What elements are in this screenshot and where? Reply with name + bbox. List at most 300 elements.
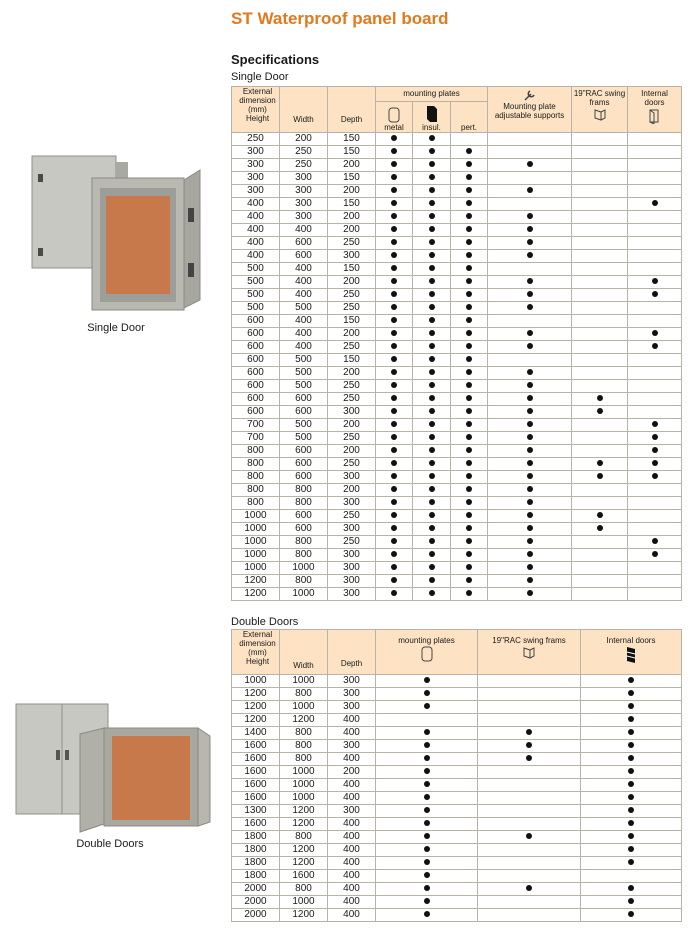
rac-swing-frames-cell <box>478 714 581 727</box>
adjustable-supports-cell <box>488 198 572 211</box>
internal-doors-cell <box>581 753 682 766</box>
availability-dot <box>391 174 397 180</box>
adjustable-supports-cell <box>488 133 572 146</box>
availability-dot <box>466 525 472 531</box>
availability-dot <box>391 499 397 505</box>
height-cell: 400 <box>232 198 280 211</box>
availability-dot <box>429 590 435 596</box>
availability-dot <box>429 291 435 297</box>
rac-swing-frames-cell <box>572 250 628 263</box>
internal-doors-cell <box>581 740 682 753</box>
rac-swing-frames-cell <box>478 883 581 896</box>
pert-cell <box>451 133 488 146</box>
height-cell: 400 <box>232 237 280 250</box>
availability-dot <box>429 265 435 271</box>
availability-dot <box>391 161 397 167</box>
availability-dot <box>391 265 397 271</box>
table-row <box>232 883 682 896</box>
availability-dot <box>429 551 435 557</box>
metal-cell <box>376 510 413 523</box>
internal-doors-cell <box>628 536 682 549</box>
metal-cell <box>376 250 413 263</box>
metal-cell <box>376 458 413 471</box>
availability-dot <box>429 317 435 323</box>
internal-doors-cell <box>581 870 682 883</box>
availability-dot <box>391 330 397 336</box>
availability-dot <box>597 473 603 479</box>
height-cell: 600 <box>232 393 280 406</box>
availability-dot <box>391 317 397 323</box>
internal-doors-cell <box>628 289 682 302</box>
insul-cell <box>413 133 451 146</box>
table-row <box>232 896 682 909</box>
availability-dot <box>628 742 634 748</box>
height-cell: 1000 <box>232 675 280 688</box>
adjustable-supports-cell <box>488 224 572 237</box>
availability-dot <box>429 304 435 310</box>
table-row <box>232 870 682 883</box>
table-row <box>232 831 682 844</box>
metal-cell <box>376 432 413 445</box>
internal-door-icon <box>626 646 636 664</box>
availability-dot <box>429 421 435 427</box>
availability-dot <box>527 382 533 388</box>
mounting-plates-cell <box>376 675 478 688</box>
width-cell: 500 <box>280 302 328 315</box>
pert-cell <box>451 406 488 419</box>
availability-dot <box>466 330 472 336</box>
metal-cell <box>376 341 413 354</box>
internal-doors-cell <box>628 263 682 276</box>
internal-doors-cell <box>628 224 682 237</box>
width-cell: 800 <box>280 575 328 588</box>
width-cell: 600 <box>280 406 328 419</box>
width-cell: 1000 <box>280 779 328 792</box>
availability-dot <box>429 564 435 570</box>
adjustable-supports-cell <box>488 302 572 315</box>
width-cell: 800 <box>280 727 328 740</box>
height-cell: 600 <box>232 341 280 354</box>
availability-dot <box>628 729 634 735</box>
adjustable-supports-cell <box>488 328 572 341</box>
availability-dot <box>527 512 533 518</box>
availability-dot <box>466 434 472 440</box>
table-row <box>232 211 682 224</box>
depth-cell: 400 <box>328 883 376 896</box>
dd-header-internal-doors: Internal doors <box>581 630 682 675</box>
width-cell: 300 <box>280 211 328 224</box>
depth-cell: 400 <box>328 844 376 857</box>
width-cell: 400 <box>280 328 328 341</box>
availability-dot <box>391 239 397 245</box>
availability-dot <box>628 846 634 852</box>
availability-dot <box>652 330 658 336</box>
width-cell: 400 <box>280 341 328 354</box>
availability-dot <box>527 447 533 453</box>
rac-swing-frames-cell <box>478 857 581 870</box>
depth-cell: 200 <box>328 419 376 432</box>
mounting-plates-cell <box>376 896 478 909</box>
table-row <box>232 172 682 185</box>
availability-dot <box>424 742 430 748</box>
internal-doors-cell <box>628 341 682 354</box>
width-cell: 600 <box>280 458 328 471</box>
availability-dot <box>628 820 634 826</box>
availability-dot <box>429 486 435 492</box>
rac-swing-frames-cell <box>572 328 628 341</box>
adjustable-supports-cell <box>488 471 572 484</box>
availability-dot <box>429 473 435 479</box>
insul-cell <box>413 185 451 198</box>
availability-dot <box>527 538 533 544</box>
internal-doors-cell <box>581 766 682 779</box>
width-cell: 800 <box>280 753 328 766</box>
header-mounting-plates: mounting plates <box>376 87 488 102</box>
height-cell: 1600 <box>232 740 280 753</box>
adjustable-supports-cell <box>488 315 572 328</box>
internal-doors-cell <box>628 367 682 380</box>
table-row <box>232 766 682 779</box>
depth-cell: 300 <box>328 549 376 562</box>
height-cell: 800 <box>232 458 280 471</box>
table-row <box>232 471 682 484</box>
adjustable-supports-cell <box>488 445 572 458</box>
depth-cell: 150 <box>328 263 376 276</box>
internal-doors-cell <box>628 562 682 575</box>
width-cell: 800 <box>280 740 328 753</box>
availability-dot <box>527 577 533 583</box>
metal-cell <box>376 536 413 549</box>
depth-cell: 200 <box>328 367 376 380</box>
availability-dot <box>628 768 634 774</box>
availability-dot <box>628 859 634 865</box>
insul-cell <box>413 237 451 250</box>
availability-dot <box>429 538 435 544</box>
insul-cell <box>413 471 451 484</box>
availability-dot <box>527 213 533 219</box>
table-row <box>232 198 682 211</box>
availability-dot <box>391 486 397 492</box>
availability-dot <box>628 898 634 904</box>
table-row <box>232 523 682 536</box>
depth-cell: 400 <box>328 779 376 792</box>
depth-cell: 200 <box>328 159 376 172</box>
internal-doors-cell <box>581 831 682 844</box>
height-cell: 600 <box>232 380 280 393</box>
height-cell: 1600 <box>232 753 280 766</box>
insul-cell <box>413 458 451 471</box>
internal-doors-cell <box>628 185 682 198</box>
availability-dot <box>391 187 397 193</box>
height-cell: 1000 <box>232 562 280 575</box>
width-cell: 1200 <box>280 857 328 870</box>
depth-cell: 300 <box>328 701 376 714</box>
availability-dot <box>466 590 472 596</box>
depth-cell: 400 <box>328 753 376 766</box>
internal-doors-cell <box>628 458 682 471</box>
availability-dot <box>527 291 533 297</box>
table-row <box>232 701 682 714</box>
depth-cell: 250 <box>328 237 376 250</box>
pert-cell <box>451 588 488 601</box>
internal-doors-cell <box>628 237 682 250</box>
height-cell: 300 <box>232 146 280 159</box>
depth-cell: 400 <box>328 727 376 740</box>
mounting-plates-cell <box>376 727 478 740</box>
header-insul: insul. <box>413 102 451 133</box>
rac-swing-frames-cell <box>572 172 628 185</box>
depth-cell: 400 <box>328 792 376 805</box>
insul-cell <box>413 250 451 263</box>
table-row <box>232 818 682 831</box>
internal-doors-cell <box>628 497 682 510</box>
width-cell: 250 <box>280 146 328 159</box>
table-row <box>232 753 682 766</box>
depth-cell: 300 <box>328 471 376 484</box>
metal-cell <box>376 289 413 302</box>
height-cell: 500 <box>232 302 280 315</box>
internal-doors-cell <box>628 393 682 406</box>
depth-cell: 250 <box>328 458 376 471</box>
single-door-spec-table <box>231 86 682 601</box>
depth-cell: 300 <box>328 575 376 588</box>
double-door-spec-table <box>231 629 682 922</box>
availability-dot <box>391 356 397 362</box>
availability-dot <box>424 872 430 878</box>
availability-dot <box>652 278 658 284</box>
availability-dot <box>527 434 533 440</box>
rac-swing-frames-cell <box>572 211 628 224</box>
insul-cell <box>413 484 451 497</box>
availability-dot <box>527 161 533 167</box>
availability-dot <box>391 434 397 440</box>
metal-cell <box>376 237 413 250</box>
depth-cell: 300 <box>328 562 376 575</box>
availability-dot <box>429 174 435 180</box>
availability-dot <box>424 859 430 865</box>
width-cell: 300 <box>280 185 328 198</box>
insul-cell <box>413 432 451 445</box>
internal-doors-cell <box>581 714 682 727</box>
depth-cell: 300 <box>328 588 376 601</box>
availability-dot <box>527 499 533 505</box>
availability-dot <box>597 460 603 466</box>
internal-doors-cell <box>628 380 682 393</box>
depth-cell: 400 <box>328 896 376 909</box>
rac-swing-frames-cell <box>572 562 628 575</box>
height-cell: 1600 <box>232 779 280 792</box>
availability-dot <box>429 577 435 583</box>
mounting-plates-cell <box>376 701 478 714</box>
availability-dot <box>391 564 397 570</box>
insul-cell <box>413 523 451 536</box>
depth-cell: 400 <box>328 831 376 844</box>
adjustable-supports-cell <box>488 484 572 497</box>
availability-dot <box>424 807 430 813</box>
height-cell: 300 <box>232 159 280 172</box>
depth-cell: 400 <box>328 714 376 727</box>
height-cell: 600 <box>232 354 280 367</box>
rac-swing-frames-cell <box>572 263 628 276</box>
metal-cell <box>376 575 413 588</box>
availability-dot <box>429 187 435 193</box>
internal-doors-cell <box>581 792 682 805</box>
adjustable-supports-cell <box>488 497 572 510</box>
availability-dot <box>429 369 435 375</box>
mounting-plates-cell <box>376 909 478 922</box>
height-cell: 1200 <box>232 588 280 601</box>
availability-dot <box>424 794 430 800</box>
availability-dot <box>429 512 435 518</box>
adjustable-supports-cell <box>488 510 572 523</box>
internal-doors-cell <box>628 575 682 588</box>
rac-swing-frames-cell <box>572 497 628 510</box>
availability-dot <box>429 148 435 154</box>
depth-cell: 300 <box>328 250 376 263</box>
internal-doors-cell <box>628 549 682 562</box>
table-row <box>232 185 682 198</box>
height-cell: 1300 <box>232 805 280 818</box>
availability-dot <box>429 161 435 167</box>
availability-dot <box>527 460 533 466</box>
width-cell: 600 <box>280 471 328 484</box>
table-row <box>232 536 682 549</box>
rac-swing-frames-cell <box>572 458 628 471</box>
rac-swing-frames-cell <box>572 536 628 549</box>
page-title: ST Waterproof panel board <box>231 9 449 28</box>
adjustable-supports-cell <box>488 185 572 198</box>
depth-cell: 250 <box>328 289 376 302</box>
width-cell: 1200 <box>280 909 328 922</box>
width-cell: 400 <box>280 263 328 276</box>
pert-cell <box>451 471 488 484</box>
pert-cell <box>451 302 488 315</box>
height-cell: 600 <box>232 406 280 419</box>
availability-dot <box>429 434 435 440</box>
availability-dot <box>424 768 430 774</box>
insul-cell <box>413 224 451 237</box>
mounting-plates-cell <box>376 766 478 779</box>
width-cell: 800 <box>280 688 328 701</box>
availability-dot <box>466 512 472 518</box>
internal-doors-cell <box>628 588 682 601</box>
availability-dot <box>429 213 435 219</box>
availability-dot <box>466 551 472 557</box>
table-row <box>232 675 682 688</box>
rac-swing-frames-cell <box>572 432 628 445</box>
availability-dot <box>391 343 397 349</box>
availability-dot <box>424 911 430 917</box>
insul-cell <box>413 536 451 549</box>
mounting-plates-cell <box>376 714 478 727</box>
internal-doors-cell <box>628 276 682 289</box>
adjustable-supports-cell <box>488 211 572 224</box>
header-internal-doors: Internal doors <box>628 87 682 133</box>
availability-dot <box>652 473 658 479</box>
depth-cell: 200 <box>328 484 376 497</box>
width-cell: 600 <box>280 237 328 250</box>
width-cell: 1000 <box>280 792 328 805</box>
internal-doors-cell <box>628 406 682 419</box>
availability-dot <box>391 304 397 310</box>
metal-cell <box>376 263 413 276</box>
availability-dot <box>466 499 472 505</box>
metal-cell <box>376 315 413 328</box>
height-cell: 1400 <box>232 727 280 740</box>
availability-dot <box>527 408 533 414</box>
adjustable-supports-cell <box>488 588 572 601</box>
height-cell: 1000 <box>232 523 280 536</box>
dd-header-depth: Depth <box>328 630 376 675</box>
rac-swing-frames-cell <box>572 146 628 159</box>
availability-dot <box>429 395 435 401</box>
metal-cell <box>376 367 413 380</box>
table-row <box>232 406 682 419</box>
depth-cell: 150 <box>328 172 376 185</box>
height-cell: 700 <box>232 432 280 445</box>
availability-dot <box>652 538 658 544</box>
internal-doors-cell <box>581 857 682 870</box>
width-cell: 800 <box>280 549 328 562</box>
pert-cell <box>451 172 488 185</box>
insul-cell <box>413 263 451 276</box>
depth-cell: 200 <box>328 276 376 289</box>
height-cell: 1200 <box>232 701 280 714</box>
pert-cell <box>451 328 488 341</box>
rac-swing-frames-cell <box>572 133 628 146</box>
availability-dot <box>527 330 533 336</box>
internal-doors-cell <box>581 883 682 896</box>
swing-frame-icon <box>522 646 536 659</box>
width-cell: 400 <box>280 315 328 328</box>
rac-swing-frames-cell <box>478 688 581 701</box>
height-cell: 700 <box>232 419 280 432</box>
height-cell: 400 <box>232 224 280 237</box>
availability-dot <box>391 148 397 154</box>
availability-dot <box>628 911 634 917</box>
mounting-plates-cell <box>376 831 478 844</box>
pert-cell <box>451 549 488 562</box>
rac-swing-frames-cell <box>572 445 628 458</box>
internal-doors-cell <box>628 133 682 146</box>
availability-dot <box>424 781 430 787</box>
rac-swing-frames-cell <box>572 406 628 419</box>
height-cell: 500 <box>232 263 280 276</box>
width-cell: 300 <box>280 198 328 211</box>
mounting-plates-cell <box>376 779 478 792</box>
availability-dot <box>429 408 435 414</box>
insul-cell <box>413 276 451 289</box>
pert-cell <box>451 289 488 302</box>
depth-cell: 400 <box>328 870 376 883</box>
availability-dot <box>391 291 397 297</box>
table-row <box>232 779 682 792</box>
mounting-plates-cell <box>376 844 478 857</box>
availability-dot <box>527 239 533 245</box>
internal-doors-cell <box>581 779 682 792</box>
width-cell: 800 <box>280 536 328 549</box>
table-row <box>232 445 682 458</box>
metal-cell <box>376 471 413 484</box>
rac-swing-frames-cell <box>572 523 628 536</box>
table-row <box>232 432 682 445</box>
dd-header-width: Width <box>280 630 328 675</box>
adjustable-supports-cell <box>488 380 572 393</box>
height-cell: 800 <box>232 445 280 458</box>
table-row <box>232 341 682 354</box>
availability-dot <box>527 369 533 375</box>
availability-dot <box>391 200 397 206</box>
